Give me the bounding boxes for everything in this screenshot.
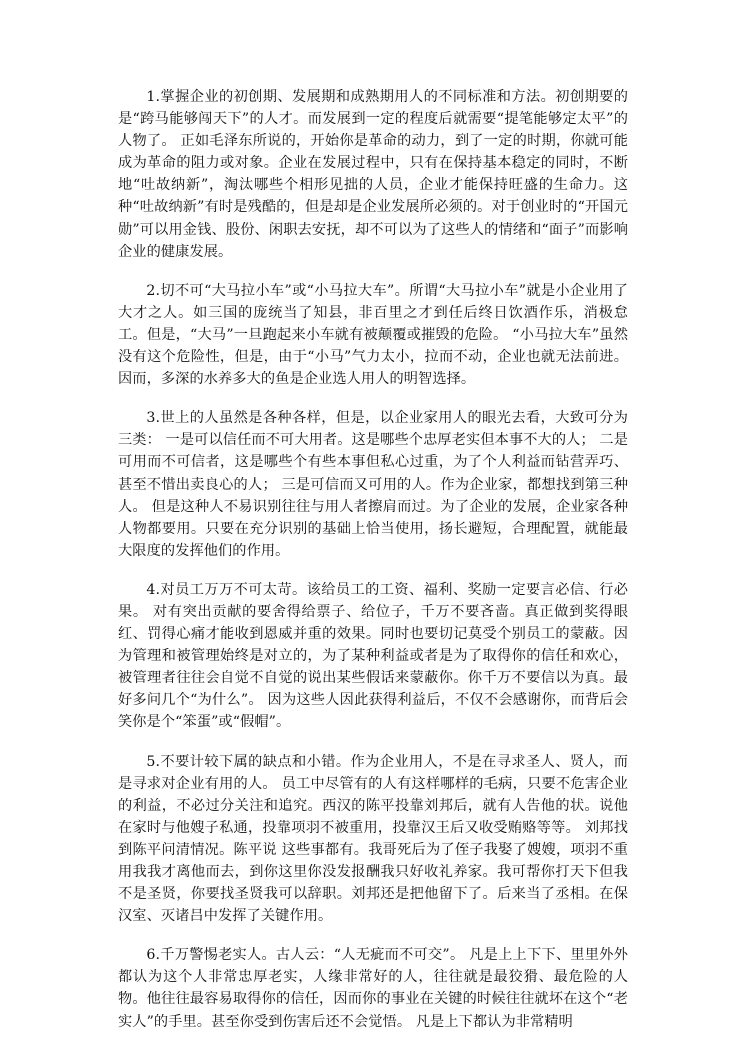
document-page [118, 86, 628, 1050]
paragraph-3: 3.世上的人虽然是各种各样，但是，以企业家用人的眼光去看，大致可分为三类： 一是可以信任而不可大用者。这是哪些个忠厚老实但本事不大的人； 二是可用而不可信者，这是哪些个有些本事但私心过重，为了个人利益而钻营弄巧、甚至不惜出卖良心的人； 三是可信而又可用的人。作为企业家，都想找到第三种人。 但是这种人不易识别往往与用人者擦肩而过。为了企业的发展，企业家各种人物都要用。只要在充分识别的基础上恰当使用，扬长避短，合理配置，就能最大限度的发挥他们的作用。 [118, 410, 628, 559]
paragraph-1: 1.掌握企业的初创期、发展期和成熟期用人的不同标准和方法。初创期要的是“跨马能够闯天下”的人才。而发展到一定的程度后就需要“提笔能够定太平”的人物了。 正如毛泽东所说的，开始你是革命的动力，到了一定的时期，你就可能成为革命的阻力或对象。企业在发展过程中，只有在保持基本稳定的同时，不断地“吐故纳新”，淘汰哪些个相形见拙的人员，企业才能保持旺盛的生命力。这种“吐故纳新”有时是残酷的，但是却是企业发展所必须的。对于创业时的“开国元勋”可以用金钱、股份、闲职去安抚，却不可以为了这些人的情绪和“面子”而影响企业的健康发展。 [118, 89, 628, 260]
paragraph-6: 6.千万警惕老实人。古人云：“人无疵而不可交”。 凡是上上下下、里里外外都认为这个人非常忠厚老实，人缘非常好的人，往往就是最狡猾、最危险的人物。他往往最容易取得你的信任，因而你的事业在关键的时候往往就坏在这个“老实人”的手里。甚至你受到伤害后还不会觉悟。 凡是上下都认为非常精明 [118, 947, 628, 1030]
paragraph-2: 2.切不可“大马拉小车”或“小马拉大车”。所谓“大马拉小车”就是小企业用了大才之人。如三国的庞统当了知县，非百里之才到任后终日饮酒作乐，消极怠工。但是，“大马”一旦跑起来小车就有被颠覆或摧毁的危险。 “小马拉大车”虽然没有这个危险性，但是，由于“小马”气力太小，拉而不动，企业也就无法前进。因而，多深的水养多大的鱼是企业选人用人的明智选择。 [118, 282, 628, 388]
paragraph-5: 5.不要计较下属的缺点和小错。作为企业用人，不是在寻求圣人、贤人，而是寻求对企业有用的人。 员工中尽管有的人有这样哪样的毛病，只要不危害企业的利益，不必过分关注和追究。西汉的陈平投靠刘邦后，就有人告他的状。说他在家时与他嫂子私通，投靠项羽不被重用，投靠汉王后又收受贿赂等等。 刘邦找到陈平问清情况。陈平说 这些事都有。我哥死后为了侄子我娶了嫂嫂，项羽不重用我我才离他而去，到你这里你没发报酬我只好收礼养家。我可帮你打天下但我不是圣贤，你要找圣贤我可以辞职。刘邦还是把他留下了。后来当了丞相。在保汉室、灭诸吕中发挥了关键作用。 [118, 753, 628, 925]
paragraph-4: 4.对员工万万不可太苛。该给员工的工资、福利、奖励一定要言必信、行必果。 对有突出贡献的要舍得给票子、给位子，千万不要吝啬。真正做到奖得眼红、罚得心痛才能收到恩威并重的效果。同时也要切记莫受个别员工的蒙蔽。因为管理和被管理始终是对立的，为了某种利益或者是为了取得你的信任和欢心，被管理者往往会自觉不自觉的说出某些假话来蒙蔽你。你千万不要信以为真。最好多问几个“为什么”。 因为这些人因此获得利益后，不仅不会感谢你，而背后会笑你是个“笨蛋”或“假帽”。 [118, 581, 628, 731]
